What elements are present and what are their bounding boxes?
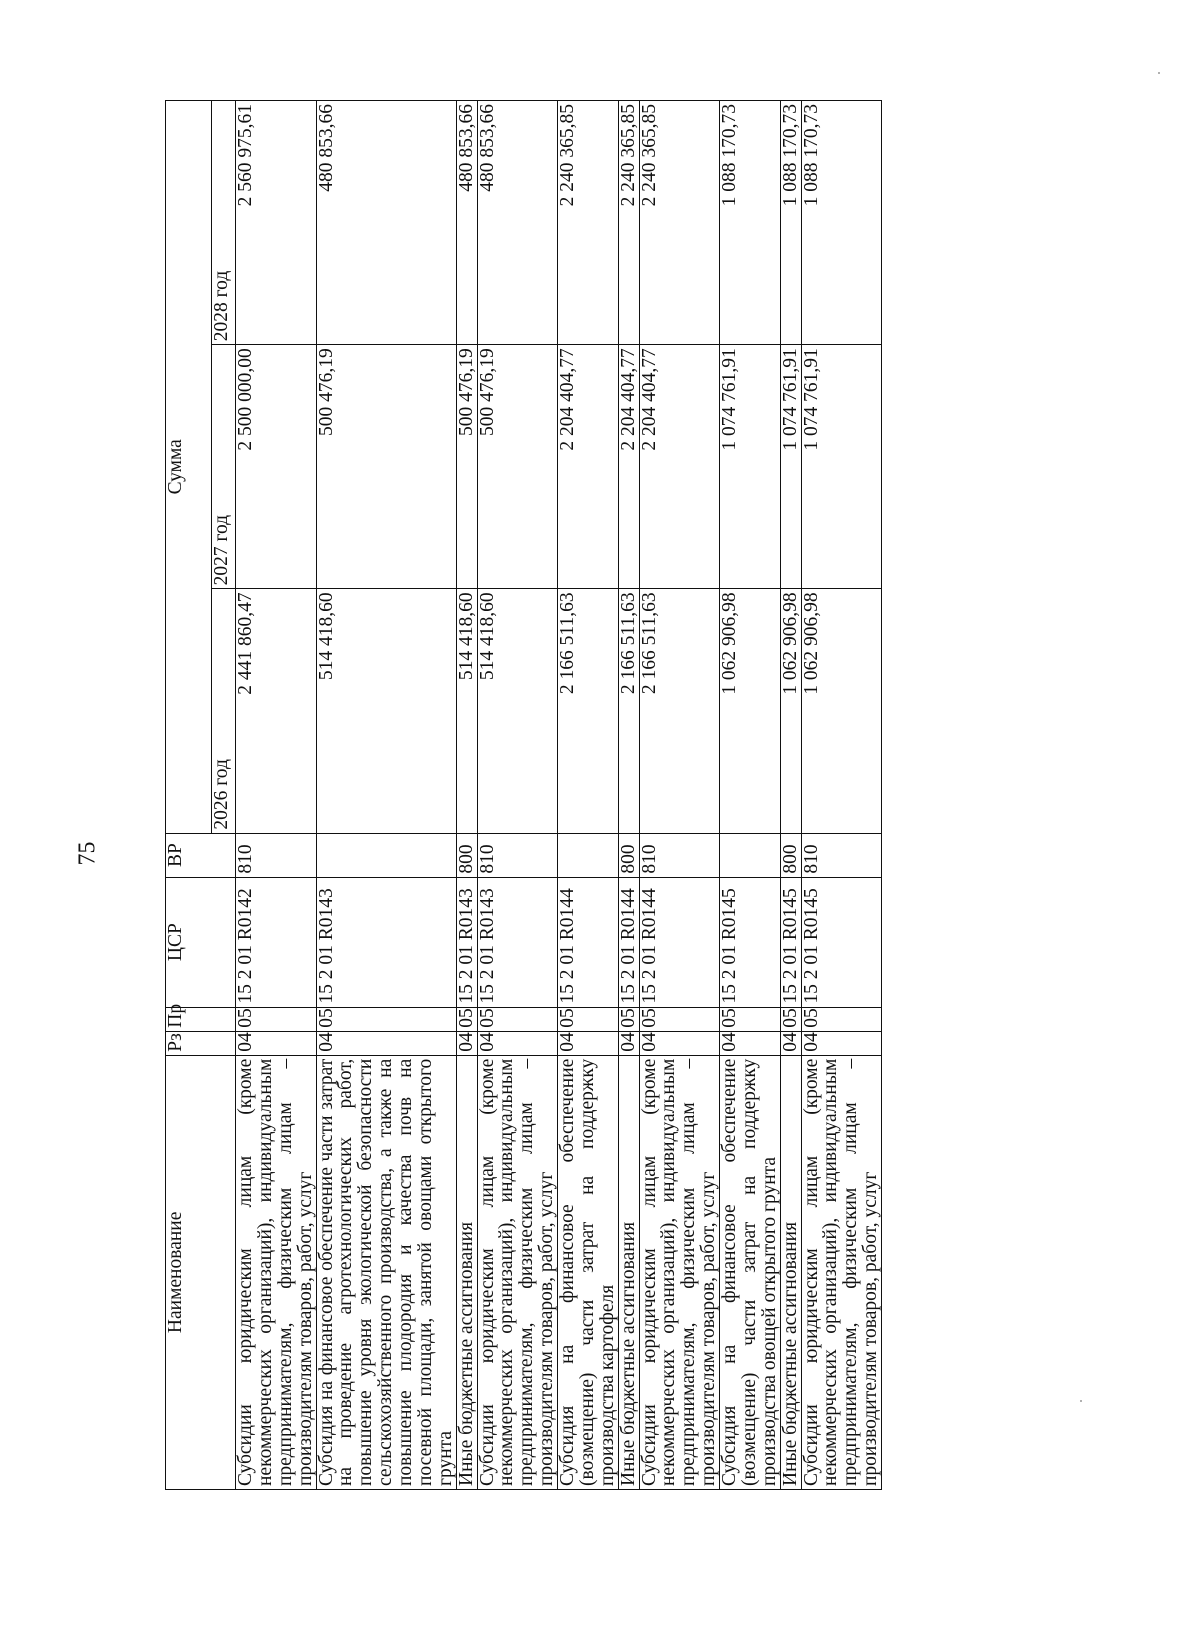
table-header bbox=[166, 101, 236, 1490]
cell-2026: 1 062 906,98 bbox=[780, 589, 801, 833]
cell-rz: 04 bbox=[236, 1031, 317, 1055]
cell-2027: 1 074 761,91 bbox=[801, 345, 882, 589]
cell-2026: 514 418,60 bbox=[456, 589, 477, 833]
cell-2027: 500 476,19 bbox=[316, 345, 456, 589]
cell-2028: 2 240 365,85 bbox=[558, 101, 619, 345]
cell-vr bbox=[316, 833, 456, 877]
header-csr: ЦСР bbox=[166, 877, 236, 1007]
cell-pr: 05 bbox=[801, 1007, 882, 1031]
table-row bbox=[236, 101, 317, 1490]
cell-name: Субсидия на финансовое обеспечение части затрат на проведение агротехнологических работ, повышение уровня экологической безопасности сельскохозяйственного производства, а также на повышение плодородия и качества почв на посевной площади, занятой овощами открытого грунта bbox=[316, 1055, 456, 1489]
table-row bbox=[316, 101, 456, 1490]
cell-vr: 800 bbox=[618, 833, 639, 877]
cell-rz: 04 bbox=[456, 1031, 477, 1055]
cell-pr: 05 bbox=[477, 1007, 558, 1031]
header-name: Наименование bbox=[166, 1055, 236, 1489]
header-year-2027: 2027 год bbox=[212, 345, 236, 589]
cell-2027: 500 476,19 bbox=[477, 345, 558, 589]
cell-2026: 1 062 906,98 bbox=[801, 589, 882, 833]
header-vr: ВР bbox=[166, 833, 236, 877]
cell-2028: 2 240 365,85 bbox=[639, 101, 720, 345]
cell-2028: 1 088 170,73 bbox=[720, 101, 781, 345]
cell-pr: 05 bbox=[558, 1007, 619, 1031]
cell-2026: 514 418,60 bbox=[477, 589, 558, 833]
cell-csr: 15 2 01 R0143 bbox=[316, 877, 456, 1007]
cell-vr: 810 bbox=[477, 833, 558, 877]
cell-vr bbox=[558, 833, 619, 877]
cell-2026: 2 441 860,47 bbox=[236, 589, 317, 833]
cell-csr: 15 2 01 R0143 bbox=[456, 877, 477, 1007]
cell-name: Субсидии юридическим лицам (кроме некоммерческих организаций), индивидуальным предпринимателям, физическим лицам – производителям товаров, работ, услуг bbox=[477, 1055, 558, 1489]
cell-pr: 05 bbox=[639, 1007, 720, 1031]
cell-rz: 04 bbox=[720, 1031, 781, 1055]
cell-csr: 15 2 01 R0145 bbox=[801, 877, 882, 1007]
cell-2027: 2 204 404,77 bbox=[558, 345, 619, 589]
table-body bbox=[236, 101, 882, 1490]
cell-2026: 1 062 906,98 bbox=[720, 589, 781, 833]
table-row bbox=[558, 101, 619, 1490]
cell-csr: 15 2 01 R0144 bbox=[639, 877, 720, 1007]
cell-2028: 480 853,66 bbox=[316, 101, 456, 345]
cell-vr: 810 bbox=[801, 833, 882, 877]
cell-csr: 15 2 01 R0144 bbox=[558, 877, 619, 1007]
cell-name: Иные бюджетные ассигнования bbox=[618, 1055, 639, 1489]
cell-2028: 2 560 975,61 bbox=[236, 101, 317, 345]
cell-vr bbox=[720, 833, 781, 877]
cell-vr: 810 bbox=[639, 833, 720, 877]
cell-2028: 1 088 170,73 bbox=[801, 101, 882, 345]
scan-speck bbox=[1080, 1400, 1082, 1402]
cell-csr: 15 2 01 R0143 bbox=[477, 877, 558, 1007]
header-year-2028: 2028 год bbox=[212, 101, 236, 345]
cell-2028: 1 088 170,73 bbox=[780, 101, 801, 345]
page-number: 75 bbox=[74, 841, 101, 866]
budget-table bbox=[165, 100, 882, 1490]
table-row bbox=[456, 101, 477, 1490]
cell-rz: 04 bbox=[618, 1031, 639, 1055]
cell-rz: 04 bbox=[558, 1031, 619, 1055]
cell-vr: 810 bbox=[236, 833, 317, 877]
cell-2026: 2 166 511,63 bbox=[618, 589, 639, 833]
cell-rz: 04 bbox=[316, 1031, 456, 1055]
cell-vr: 800 bbox=[456, 833, 477, 877]
cell-name: Субсидии юридическим лицам (кроме некоммерческих организаций), индивидуальным предпринимателям, физическим лицам – производителям товаров, работ, услуг bbox=[801, 1055, 882, 1489]
header-rz: Рз bbox=[166, 1031, 236, 1055]
cell-rz: 04 bbox=[801, 1031, 882, 1055]
table-row bbox=[801, 101, 882, 1490]
cell-2028: 480 853,66 bbox=[477, 101, 558, 345]
cell-2027: 2 500 000,00 bbox=[236, 345, 317, 589]
cell-name: Субсидия на финансовое обеспечение (возмещение) части затрат на поддержку производства картофеля bbox=[558, 1055, 619, 1489]
cell-2027: 2 204 404,77 bbox=[639, 345, 720, 589]
cell-2026: 2 166 511,63 bbox=[639, 589, 720, 833]
cell-pr: 05 bbox=[456, 1007, 477, 1031]
cell-csr: 15 2 01 R0144 bbox=[618, 877, 639, 1007]
cell-2028: 480 853,66 bbox=[456, 101, 477, 345]
scan-speck bbox=[1158, 72, 1160, 74]
header-year-2026: 2026 год bbox=[212, 589, 236, 833]
cell-rz: 04 bbox=[780, 1031, 801, 1055]
cell-pr: 05 bbox=[316, 1007, 456, 1031]
cell-name: Иные бюджетные ассигнования bbox=[456, 1055, 477, 1489]
cell-pr: 05 bbox=[720, 1007, 781, 1031]
cell-2027: 2 204 404,77 bbox=[618, 345, 639, 589]
table-row bbox=[618, 101, 639, 1490]
cell-2027: 500 476,19 bbox=[456, 345, 477, 589]
cell-rz: 04 bbox=[639, 1031, 720, 1055]
cell-csr: 15 2 01 R0145 bbox=[780, 877, 801, 1007]
header-sum: Сумма bbox=[166, 101, 212, 834]
table-row bbox=[780, 101, 801, 1490]
cell-2026: 2 166 511,63 bbox=[558, 589, 619, 833]
cell-name: Иные бюджетные ассигнования bbox=[780, 1055, 801, 1489]
table-row bbox=[477, 101, 558, 1490]
table-row bbox=[639, 101, 720, 1490]
cell-pr: 05 bbox=[780, 1007, 801, 1031]
cell-2027: 1 074 761,91 bbox=[720, 345, 781, 589]
cell-name: Субсидии юридическим лицам (кроме некоммерческих организаций), индивидуальным предпринимателям, физическим лицам – производителям товаров, работ, услуг bbox=[639, 1055, 720, 1489]
cell-rz: 04 bbox=[477, 1031, 558, 1055]
cell-2028: 2 240 365,85 bbox=[618, 101, 639, 345]
table-row bbox=[720, 101, 781, 1490]
cell-vr: 800 bbox=[780, 833, 801, 877]
cell-name: Субсидии юридическим лицам (кроме некоммерческих организаций), индивидуальным предпринимателям, физическим лицам – производителям товаров, работ, услуг bbox=[236, 1055, 317, 1489]
cell-2027: 1 074 761,91 bbox=[780, 345, 801, 589]
cell-csr: 15 2 01 R0145 bbox=[720, 877, 781, 1007]
cell-csr: 15 2 01 R0142 bbox=[236, 877, 317, 1007]
cell-name: Субсидия на финансовое обеспечение (возмещение) части затрат на поддержку производства овощей открытого грунта bbox=[720, 1055, 781, 1489]
cell-pr: 05 bbox=[618, 1007, 639, 1031]
rotated-page-content bbox=[165, 100, 1080, 1490]
header-pr: Пр bbox=[166, 1007, 236, 1031]
cell-2026: 514 418,60 bbox=[316, 589, 456, 833]
cell-pr: 05 bbox=[236, 1007, 317, 1031]
